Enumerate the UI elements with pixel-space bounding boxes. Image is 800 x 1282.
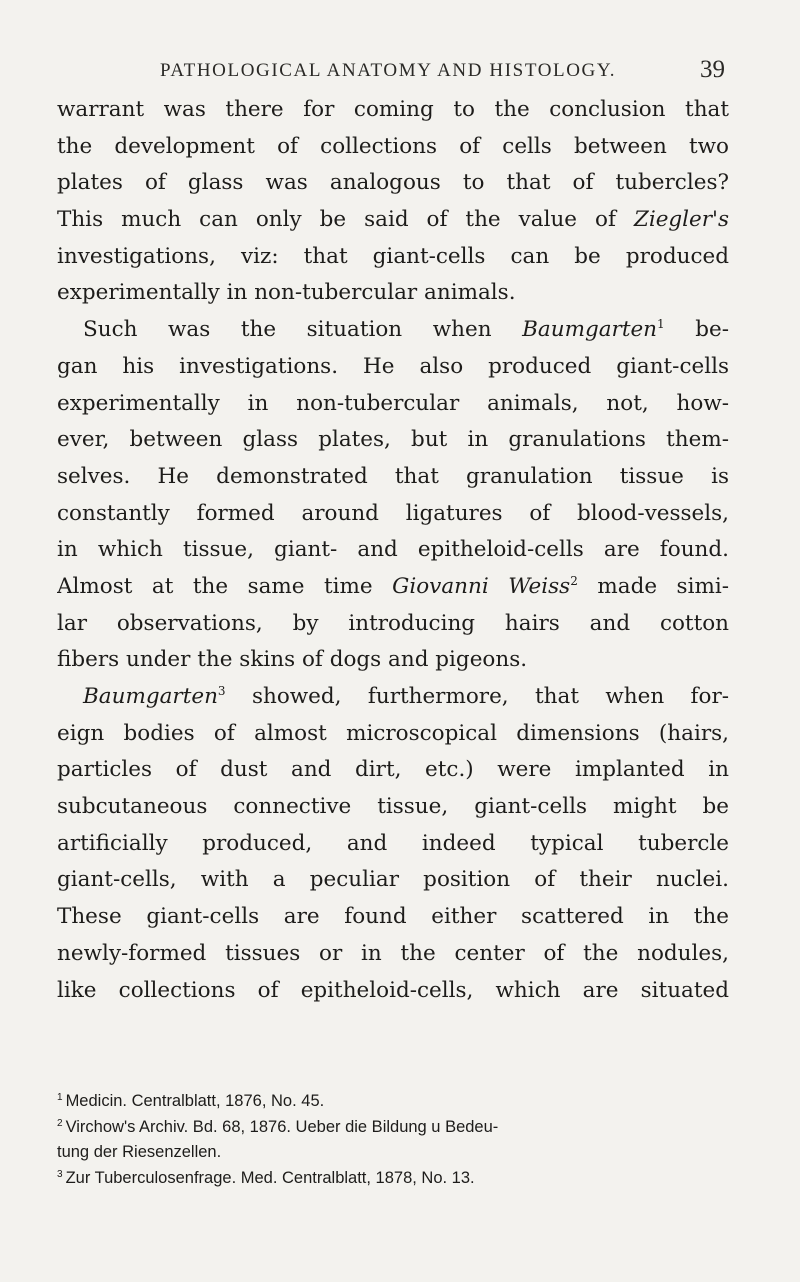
- text-line: particles of dust and dirt, etc.) were implanted in: [57, 757, 729, 783]
- text-line: eign bodies of almost microscopical dimensions (hairs,: [57, 720, 729, 746]
- text-line: gan his investigations. He also produced giant-cells: [57, 353, 729, 379]
- footnote-mark: 3: [57, 1168, 63, 1180]
- text-line: in which tissue, giant- and epitheloid-cells are found.: [57, 537, 729, 563]
- paragraph-start-line: Baumgarten$^3$ showed, furthermore, that when for-: [83, 684, 729, 709]
- footnote: $^3$ Zur Tuberculosenfrage. Med. Centralblatt, 1878, No. 13.: [57, 1168, 475, 1187]
- footnote-mark: 1: [57, 1092, 63, 1103]
- body-text: [57, 92, 729, 1009]
- text-line: plates of glass was analogous to that of tubercles?: [57, 170, 729, 196]
- text-line: like collections of epitheloid-cells, which are situated: [57, 977, 729, 1003]
- text-line: newly-formed tissues or in the center of the nodules,: [57, 940, 729, 966]
- paragraph-start-line: Such was the situation when Baumgarten$^1$ be-: [83, 317, 729, 343]
- text-line: constantly formed around ligatures of blood-vessels,: [57, 500, 729, 526]
- paragraph-end-line: experimentally in non-tubercular animals.: [57, 280, 516, 306]
- page-number: 39: [700, 56, 725, 83]
- text-line: warrant was there for coming to the conclusion that: [57, 97, 729, 122]
- text-line: Almost at the same time Giovanni Weiss$^2$ made simi-: [57, 573, 729, 599]
- text-line: These giant-cells are found either scattered in the: [57, 904, 729, 930]
- footnotes: [57, 1089, 729, 1191]
- footnote: $^2$ Virchow's Archiv. Bd. 68, 1876. Ueber die Bildung u Bedeu-: [57, 1117, 499, 1136]
- running-title: PATHOLOGICAL ANATOMY AND HISTOLOGY.: [160, 60, 617, 81]
- author-name: Baumgarten: [522, 317, 658, 343]
- paragraph-end-line: fibers under the skins of dogs and pigeons.: [57, 647, 528, 673]
- text-line: artificially produced, and indeed typical tubercle: [57, 830, 729, 856]
- text-line: the development of collections of cells between two: [57, 133, 729, 159]
- author-name: Baumgarten: [83, 684, 218, 709]
- text-line: This much can only be said of the value of Ziegler's: [57, 207, 729, 233]
- text-line: experimentally in non-tubercular animals, not, how-: [57, 390, 729, 416]
- footnote-continuation: tung der Riesenzellen.: [57, 1143, 222, 1161]
- footnote-ref: 1: [657, 317, 665, 332]
- footnote: $^1$ Medicin. Centralblatt, 1876, No. 45.: [57, 1092, 325, 1110]
- footnote-ref: 2: [570, 573, 578, 588]
- text-line: lar observations, by introducing hairs and cotton: [57, 610, 729, 636]
- text-line: selves. He demonstrated that granulation tissue is: [57, 463, 729, 489]
- footnote-ref: 3: [217, 684, 226, 698]
- running-head: [160, 56, 725, 90]
- author-name: Giovanni Weiss: [392, 573, 571, 599]
- text-line: subcutaneous connective tissue, giant-cells might be: [57, 794, 729, 820]
- author-name: Ziegler's: [633, 207, 729, 233]
- text-line: giant-cells, with a peculiar position of their nuclei.: [57, 867, 729, 893]
- text-line: investigations, viz: that giant-cells can be produced: [57, 243, 729, 269]
- text-line: ever, between glass plates, but in granulations them-: [57, 427, 729, 453]
- footnote-mark: 2: [57, 1117, 63, 1129]
